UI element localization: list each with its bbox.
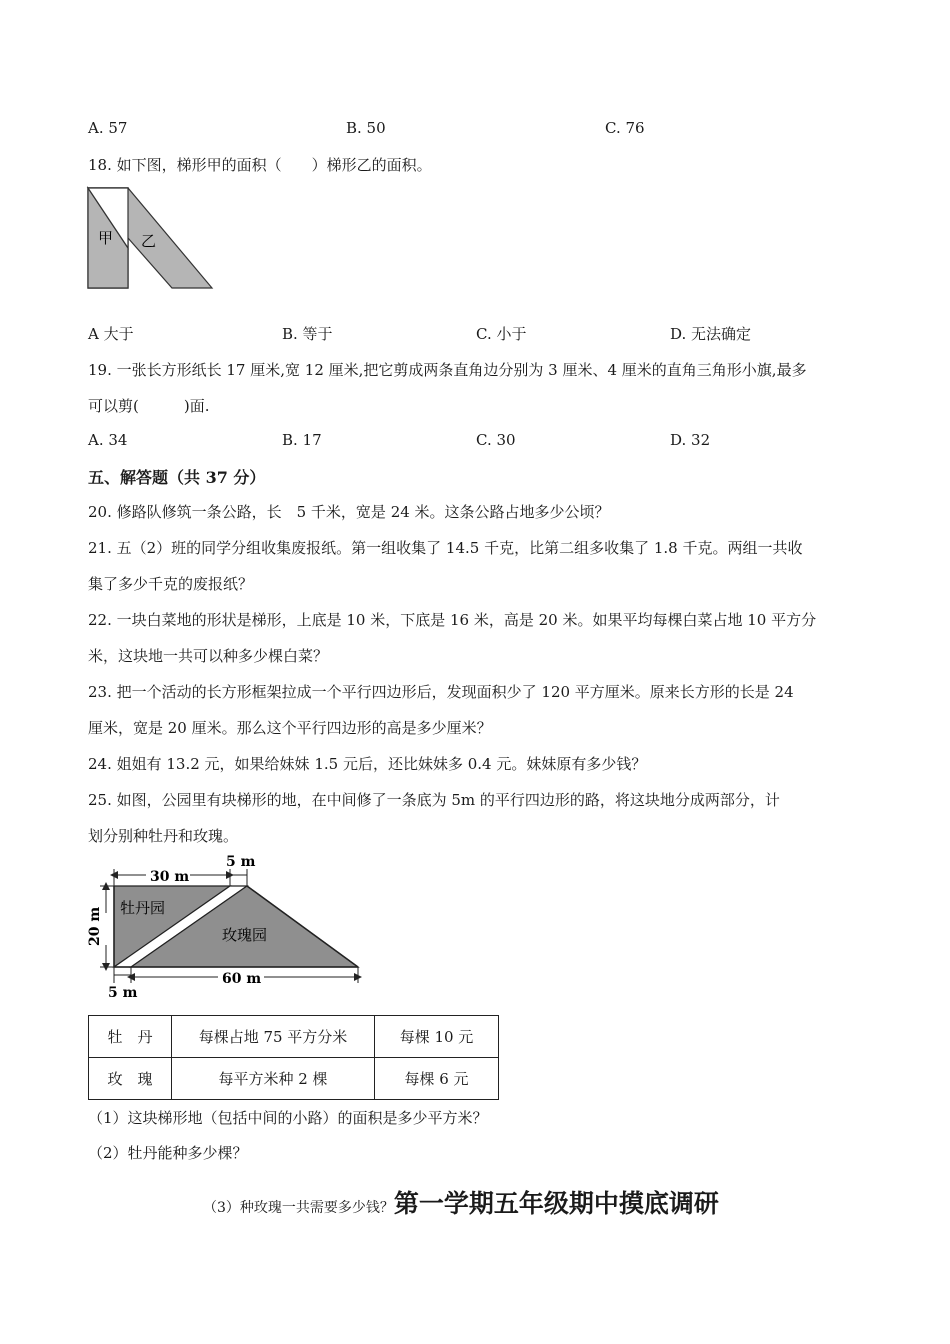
q22-line1: 22. 一块白菜地的形状是梯形，上底是 10 米，下底是 16 米，高是 20 米。如果平均每棵白菜占地 10 平方分 (88, 611, 817, 629)
q18-option-a: A 大于 (88, 325, 134, 343)
dim-top-left: 30 m (150, 869, 190, 885)
q25-info-table (88, 1015, 499, 1100)
q17-option-b: B. 50 (346, 119, 386, 137)
dim-top-right: 5 m (226, 854, 256, 870)
q19-option-c: C. 30 (476, 431, 516, 449)
q21-line2: 集了多少千克的废报纸？ (88, 575, 254, 593)
q18-option-c: C. 小于 (476, 325, 527, 343)
table-cell: 每棵占地 75 平方分米 (172, 1016, 375, 1058)
q19-line1: 19. 一张长方形纸长 17 厘米,宽 12 厘米,把它剪成两条直角边分别为 3 厘米、4 厘米的直角三角形小旗,最多 (88, 361, 807, 379)
peony-garden-label: 牡丹园 (120, 899, 166, 917)
q25-sub1: （1）这块梯形地（包括中间的小路）的面积是多少平方米？ (88, 1109, 488, 1127)
q25-line2: 划分别种牡丹和玫瑰。 (88, 827, 239, 845)
section5-heading: 五、解答题（共 37 分） (88, 468, 266, 487)
q19-option-b: B. 17 (282, 431, 322, 449)
table-cell: 牡 丹 (89, 1016, 172, 1058)
q21-line1: 21. 五（2）班的同学分组收集废报纸。第一组收集了 14.5 千克，比第二组多收集了 1.8 千克。两组一共收 (88, 539, 803, 557)
q25-park-trapezoid-figure (86, 853, 376, 1003)
q17-option-a: A. 57 (88, 119, 128, 137)
q18-option-d: D. 无法确定 (670, 325, 752, 343)
q25-line1: 25. 如图，公园里有块梯形的地，在中间修了一条底为 5m 的平行四边形的路，将这块地分成两部分，计 (88, 791, 780, 809)
table-row (89, 1058, 499, 1100)
q18-stem: 18. 如下图，梯形甲的面积（ ）梯形乙的面积。 (88, 156, 432, 174)
dim-height: 20 m (87, 906, 103, 946)
dim-bottom-left: 5 m (108, 985, 138, 1001)
q23-line2: 厘米，宽是 20 厘米。那么这个平行四边形的高是多少厘米？ (88, 719, 492, 737)
q18-trapezoid-figure (86, 186, 216, 292)
dim-bottom-right: 60 m (222, 971, 262, 987)
q25-sub2: （2）牡丹能种多少棵？ (88, 1144, 248, 1162)
label-jia: 甲 (98, 229, 114, 247)
table-row (89, 1016, 499, 1058)
q25-sub3: （3）种玫瑰一共需要多少钱？ (203, 1200, 394, 1216)
label-yi: 乙 (141, 232, 157, 250)
q19-option-a: A. 34 (88, 431, 128, 449)
rose-garden-label: 玫瑰园 (222, 926, 268, 944)
q19-line2: 可以剪( )面. (88, 397, 210, 415)
table-cell: 每棵 6 元 (375, 1058, 499, 1100)
q20-text: 20. 修路队修筑一条公路，长 5 千米，宽是 24 米。这条公路占地多少公顷？ (88, 503, 610, 521)
table-cell: 每平方米种 2 棵 (172, 1058, 375, 1100)
table-cell: 玫 瑰 (89, 1058, 172, 1100)
q17-option-c: C. 76 (605, 119, 645, 137)
footer-title: 第一学期五年级期中摸底调研 (393, 1189, 719, 1218)
q22-line2: 米，这块地一共可以种多少棵白菜？ (88, 647, 329, 665)
q24-text: 24. 姐姐有 13.2 元，如果给妹妹 1.5 元后，还比妹妹多 0.4 元。妹妹原有多少钱？ (88, 755, 647, 773)
q19-option-d: D. 32 (670, 431, 711, 449)
table-cell: 每棵 10 元 (375, 1016, 499, 1058)
q25-sub3-with-title (203, 1184, 719, 1220)
q18-option-b: B. 等于 (282, 325, 333, 343)
q23-line1: 23. 把一个活动的长方形框架拉成一个平行四边形后，发现面积少了 120 平方厘米。原来长方形的长是 24 (88, 683, 794, 701)
